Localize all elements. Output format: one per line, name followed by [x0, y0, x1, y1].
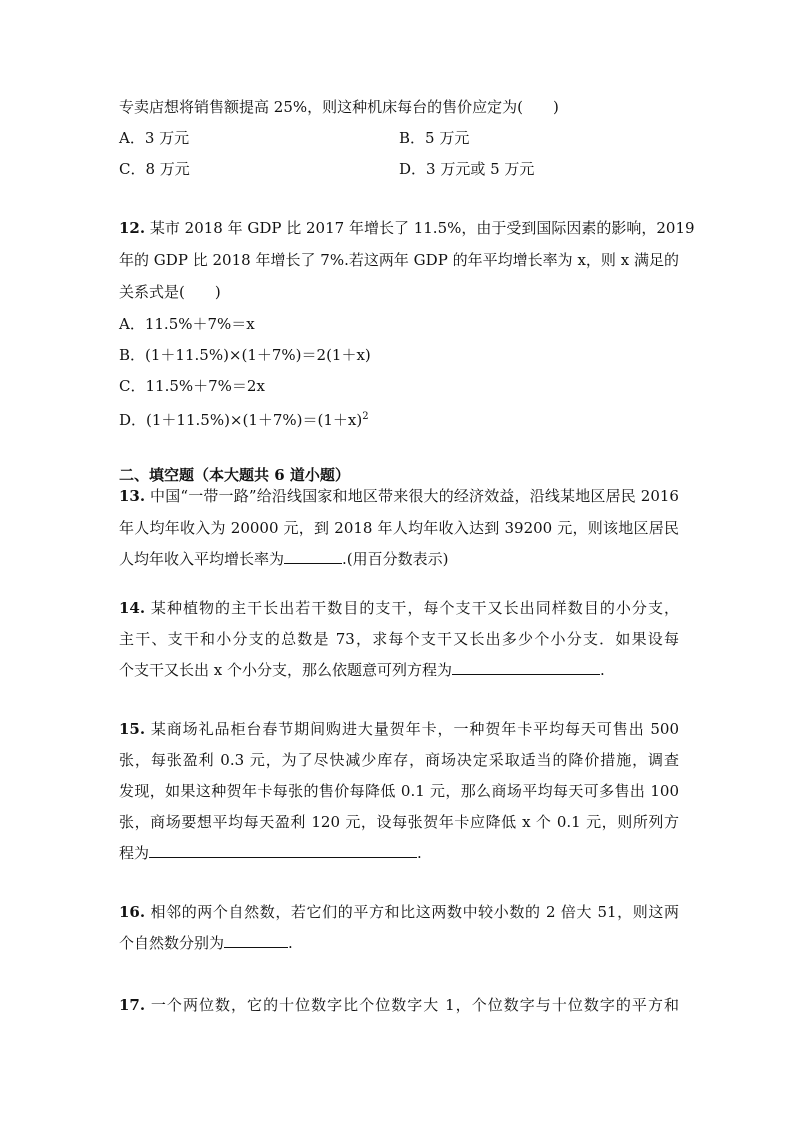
q15-line-5: 程为 . — [119, 844, 422, 862]
q15-line-1: 15. 某商场礼品柜台春节期间购进大量贺年卡，一种贺年卡平均每天可售出 500 — [119, 720, 679, 738]
q12-option-b: B．(1＋11.5%)×(1＋7%)＝2(1＋x) — [119, 346, 371, 364]
q11-option-c: C．8 万元 — [119, 160, 190, 178]
q12-option-c: C．11.5%＋7%＝2x — [119, 377, 265, 395]
q17-number: 17. — [119, 996, 146, 1014]
q13-line-2: 年人均年收入为 20000 元，到 2018 年人均年收入达到 39200 元，则该地区居民 — [119, 519, 679, 537]
q14-number: 14. — [119, 599, 146, 617]
q13-line-3: 人均年收入平均增长率为 .(用百分数表示) — [119, 550, 449, 568]
q15-number: 15. — [119, 720, 146, 738]
q15-line-4: 张，商场要想平均每天盈利 120 元，设每张贺年卡应降低 x 个 0.1 元，则所列方 — [119, 813, 679, 831]
q13-line-1: 13. 中国“一带一路”给沿线国家和地区带来很大的经济效益，沿线某地区居民 2016 — [119, 487, 679, 505]
q11-stem: 专卖店想将销售额提高 25%，则这种机床每台的售价应定为( ) — [119, 98, 559, 116]
q12-option-d: D．$(1+11.5\%)\times(1+7\%)=(1+x)^2$ — [119, 411, 369, 429]
q13-number: 13. — [119, 487, 146, 505]
exponent: 2 — [362, 411, 369, 422]
answer-blank[interactable] — [224, 933, 288, 948]
section-heading: 二、填空题（本大题共 6 道小题） — [119, 466, 350, 484]
q15-line-2: 张，每张盈利 0.3 元，为了尽快减少库存，商场决定采取适当的降价措施，调查 — [119, 751, 679, 769]
q14-line-3: 个支干又长出 x 个小分支，那么依题意可列方程为 . — [119, 661, 605, 679]
q12-line-3: 关系式是( ) — [119, 283, 221, 301]
answer-blank[interactable] — [284, 549, 342, 564]
answer-blank[interactable] — [149, 843, 417, 858]
q12-line-2: 年的 GDP 比 2018 年增长了 7%.若这两年 GDP 的年平均增长率为 x，则 x 满足的 — [119, 251, 679, 269]
q14-line-2: 主干、支干和小分支的总数是 73，求每个支干又长出多少个小分支．如果设每 — [119, 630, 679, 648]
q15-line-3: 发现，如果这种贺年卡每张的售价每降低 0.1 元，那么商场平均每天可多售出 100 — [119, 782, 679, 800]
q16-number: 16. — [119, 903, 146, 921]
q12-number: 12. — [119, 219, 146, 237]
q17-line-1: 17. 一个两位数，它的十位数字比个位数字大 1，个位数字与十位数字的平方和 — [119, 996, 679, 1014]
answer-blank[interactable] — [452, 660, 600, 675]
q11-option-a: A．3 万元 — [119, 129, 190, 147]
q11-option-d: D．3 万元或 5 万元 — [399, 160, 535, 178]
q12-option-a: A．11.5%＋7%＝x — [119, 315, 255, 333]
q16-line-1: 16. 相邻的两个自然数，若它们的平方和比这两数中较小数的 2 倍大 51，则这两 — [119, 903, 679, 921]
q16-line-2: 个自然数分别为 . — [119, 934, 293, 952]
q12-line-1: 12. 某市 2018 年 GDP 比 2017 年增长了 11.5%，由于受到国际因素的影响，2019 — [119, 219, 695, 237]
q11-option-b: B．5 万元 — [399, 129, 470, 147]
q14-line-1: 14. 某种植物的主干长出若干数目的支干，每个支干又长出同样数目的小分支， — [119, 599, 679, 617]
